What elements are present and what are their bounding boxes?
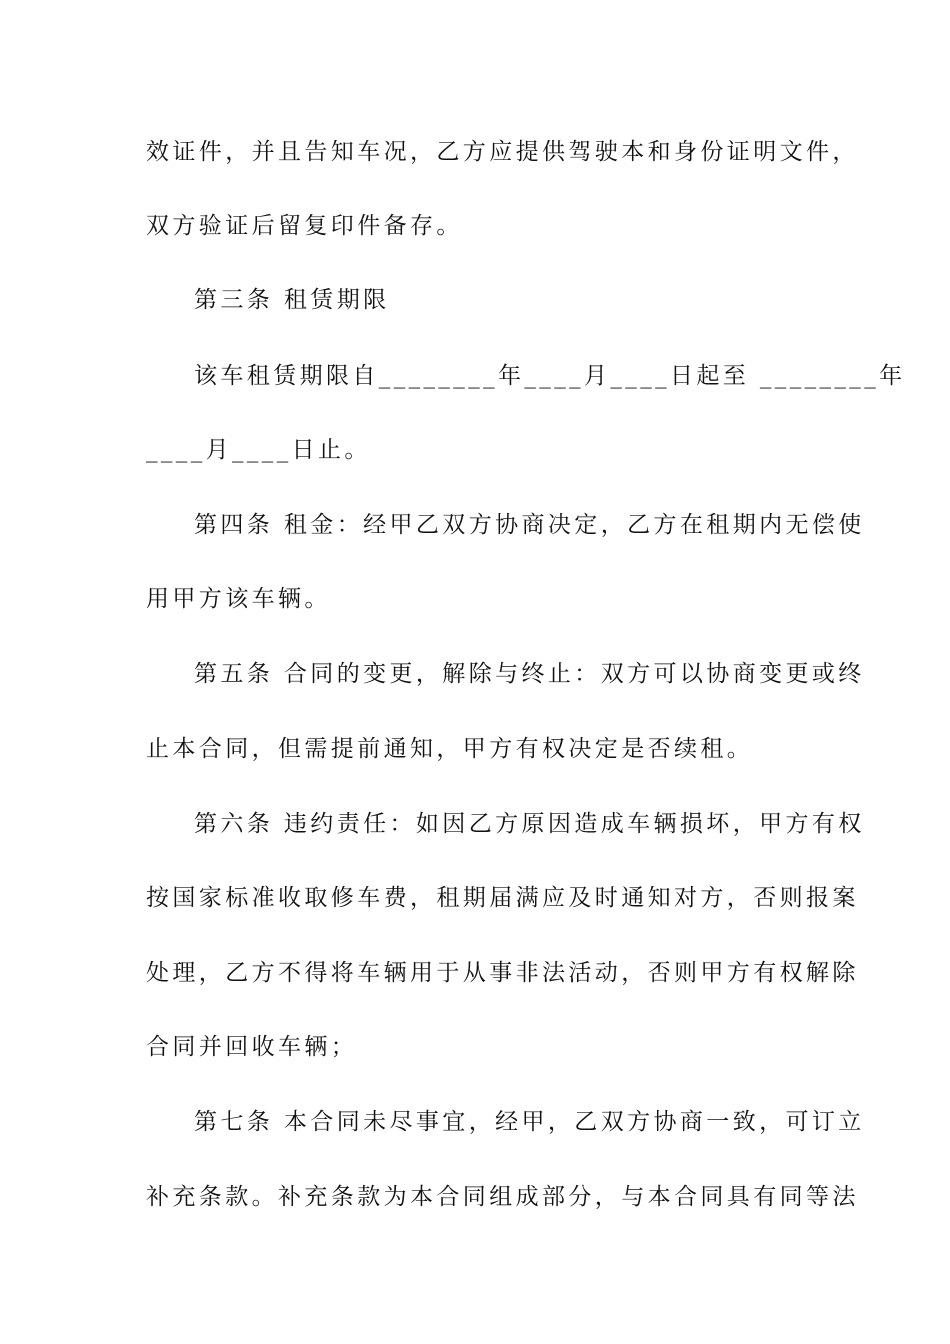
- text-line-4: 该车租赁期限自________年____月____日起至 ________年: [194, 363, 906, 389]
- text-line-14: 第七条 本合同未尽事宜，经甲，乙双方协商一致，可订立: [194, 1109, 865, 1135]
- text-line-15: 补充条款。补充条款为本合同组成部分，与本合同具有同等法: [146, 1184, 859, 1210]
- section-heading-3: 第三条 租赁期限: [194, 287, 390, 313]
- text-line-11: 按国家标准收取修车费，租期届满应及时通知对方，否则报案: [146, 885, 859, 911]
- text-line-9: 止本合同，但需提前通知，甲方有权决定是否续租。: [146, 736, 754, 762]
- text-line-2: 双方验证后留复印件备存。: [146, 213, 463, 239]
- text-line-1: 效证件，并且告知车况，乙方应提供驾驶本和身份证明文件，: [146, 139, 859, 165]
- text-line-8: 第五条 合同的变更，解除与终止：双方可以协商变更或终: [194, 661, 865, 687]
- text-line-5: ____月____日止。: [146, 437, 371, 463]
- text-line-12: 处理，乙方不得将车辆用于从事非法活动，否则甲方有权解除: [146, 960, 859, 986]
- text-line-10: 第六条 违约责任：如因乙方原因造成车辆损坏，甲方有权: [194, 811, 865, 837]
- text-line-13: 合同并回收车辆；: [146, 1034, 358, 1060]
- text-line-7: 用甲方该车辆。: [146, 586, 331, 612]
- text-line-6: 第四条 租金：经甲乙双方协商决定，乙方在租期内无偿使: [194, 512, 865, 538]
